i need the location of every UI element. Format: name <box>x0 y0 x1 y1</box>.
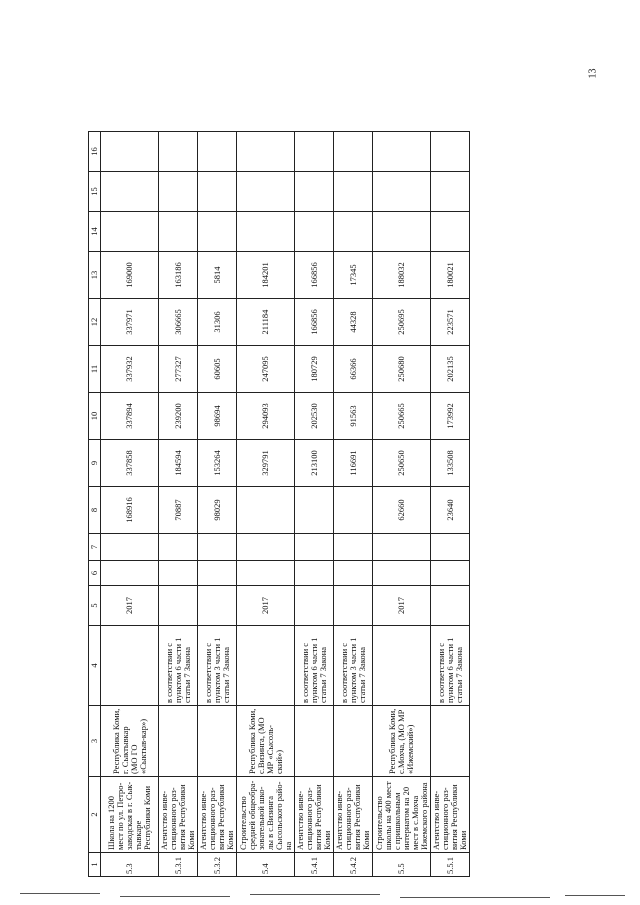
location: Республика Коми, с.Мохча, (МО МР «Ижемский») <box>373 706 431 777</box>
cell-col-16 <box>101 132 159 172</box>
object-name: Строительство школы на 400 мест с пришкольным интернатом на 20 мест в с.Мохча Ижемского района <box>373 777 431 853</box>
cell-col-7 <box>159 534 198 561</box>
column-header: 14 <box>89 212 101 252</box>
object-name: Агентство инве-стиционного раз-вития Республики Коми <box>334 777 373 853</box>
amount-col-13: 188032 <box>373 252 431 299</box>
row-number: 5.4.1 <box>295 853 334 877</box>
cell-col-14 <box>237 212 295 252</box>
cell-col-15 <box>198 172 237 212</box>
column-header: 11 <box>89 346 101 393</box>
location <box>198 706 237 777</box>
amount-col-13: 163186 <box>159 252 198 299</box>
cell-col-14 <box>431 212 470 252</box>
column-header: 15 <box>89 172 101 212</box>
amount-col-12: 31306 <box>198 299 237 346</box>
column-header: 9 <box>89 440 101 487</box>
amount-col-9: 250650 <box>373 440 431 487</box>
amount-col-12: 211184 <box>237 299 295 346</box>
amount-col-12: 250695 <box>373 299 431 346</box>
amount-col-8 <box>295 487 334 534</box>
amount-col-10: 239200 <box>159 393 198 440</box>
object-name: Агентство инве-стиционного раз-вития Республики Коми <box>159 777 198 853</box>
amount-col-13: 169000 <box>101 252 159 299</box>
cell-col-14 <box>295 212 334 252</box>
cell-col-16 <box>295 132 334 172</box>
amount-col-13: 180021 <box>431 252 470 299</box>
amount-col-11: 180729 <box>295 346 334 393</box>
cell-col-6 <box>237 561 295 586</box>
legal-basis <box>101 626 159 706</box>
location <box>334 706 373 777</box>
object-name: Школа на 1200 мест по ул. Петро-заводская в г. Сык-тывкаре Республики Коми <box>101 777 159 853</box>
amount-col-13: 5814 <box>198 252 237 299</box>
amount-col-10: 202530 <box>295 393 334 440</box>
table-row <box>295 132 334 877</box>
amount-col-12: 223571 <box>431 299 470 346</box>
year: 2017 <box>237 586 295 626</box>
row-number: 5.3 <box>101 853 159 877</box>
row-number: 5.5 <box>373 853 431 877</box>
row-number: 5.4.2 <box>334 853 373 877</box>
cell-col-6 <box>334 561 373 586</box>
amount-col-10: 337894 <box>101 393 159 440</box>
amount-col-12: 337971 <box>101 299 159 346</box>
amount-col-11: 250680 <box>373 346 431 393</box>
legal-basis: в соответствии с пунктом 6 части 1 статьи 7 Закона <box>295 626 334 706</box>
year <box>198 586 237 626</box>
amount-col-8 <box>237 487 295 534</box>
amount-col-10: 294093 <box>237 393 295 440</box>
cell-col-15 <box>101 172 159 212</box>
legal-basis: в соответствии с пунктом 3 части 1 статьи 7 Закона <box>198 626 237 706</box>
year <box>159 586 198 626</box>
column-header: 16 <box>89 132 101 172</box>
header-row <box>89 132 101 877</box>
cell-col-15 <box>373 172 431 212</box>
amount-col-9: 153264 <box>198 440 237 487</box>
table-row <box>373 132 431 877</box>
amount-col-8: 70887 <box>159 487 198 534</box>
location <box>159 706 198 777</box>
legal-basis <box>373 626 431 706</box>
cell-col-6 <box>101 561 159 586</box>
amount-col-8: 62660 <box>373 487 431 534</box>
cell-col-15 <box>295 172 334 212</box>
column-header: 10 <box>89 393 101 440</box>
amount-col-12: 306665 <box>159 299 198 346</box>
column-header: 8 <box>89 487 101 534</box>
cell-col-6 <box>159 561 198 586</box>
amount-col-11: 66366 <box>334 346 373 393</box>
cell-col-16 <box>237 132 295 172</box>
scan-artifact-line <box>120 896 230 897</box>
column-header: 12 <box>89 299 101 346</box>
cell-col-16 <box>431 132 470 172</box>
year <box>334 586 373 626</box>
amount-col-10: 250665 <box>373 393 431 440</box>
cell-col-7 <box>334 534 373 561</box>
column-header: 4 <box>89 626 101 706</box>
amount-col-10: 98694 <box>198 393 237 440</box>
location <box>431 706 470 777</box>
table-row <box>431 132 470 877</box>
amount-col-8 <box>334 487 373 534</box>
scan-artifact-line <box>565 895 625 896</box>
cell-col-7 <box>101 534 159 561</box>
amount-col-11: 60605 <box>198 346 237 393</box>
amount-col-13: 166856 <box>295 252 334 299</box>
cell-col-15 <box>237 172 295 212</box>
location: Республика Коми, г. Сыктывкар (МО ГО «Сыктыв-кар») <box>101 706 159 777</box>
object-name: Строительство средней общеобра-зовательной шко-лы в с.Визинга Сысольского райо-на <box>237 777 295 853</box>
cell-col-15 <box>159 172 198 212</box>
row-number: 5.3.2 <box>198 853 237 877</box>
amount-col-11: 202135 <box>431 346 470 393</box>
cell-col-14 <box>334 212 373 252</box>
cell-col-7 <box>431 534 470 561</box>
column-header: 6 <box>89 561 101 586</box>
row-number: 5.3.1 <box>159 853 198 877</box>
table-row <box>198 132 237 877</box>
legal-basis <box>237 626 295 706</box>
cell-col-14 <box>101 212 159 252</box>
legal-basis: в соответствии с пунктом 6 части 1 статьи 7 Закона <box>159 626 198 706</box>
column-header: 5 <box>89 586 101 626</box>
table-row <box>101 132 159 877</box>
amount-col-10: 173992 <box>431 393 470 440</box>
cell-col-7 <box>373 534 431 561</box>
table-body <box>89 132 470 877</box>
cell-col-6 <box>198 561 237 586</box>
amount-col-13: 17345 <box>334 252 373 299</box>
cell-col-16 <box>198 132 237 172</box>
table-row <box>159 132 198 877</box>
amount-col-9: 329791 <box>237 440 295 487</box>
amount-col-8: 23640 <box>431 487 470 534</box>
object-name: Агентство инве-стиционного раз-вития Республики Коми <box>295 777 334 853</box>
scan-artifact-line <box>400 897 550 898</box>
scan-artifact-line <box>20 893 100 894</box>
row-number: 5.5.1 <box>431 853 470 877</box>
amount-col-11: 277327 <box>159 346 198 393</box>
column-header: 1 <box>89 853 101 877</box>
amount-col-11: 247095 <box>237 346 295 393</box>
amount-col-11: 337932 <box>101 346 159 393</box>
column-header: 2 <box>89 777 101 853</box>
legal-basis: в соответствии с пунктом 3 части 1 статьи 7 Закона <box>334 626 373 706</box>
year <box>431 586 470 626</box>
location: Республика Коми, с.Визинга, (МО МР «Сысоль-ский») <box>237 706 295 777</box>
column-header: 13 <box>89 252 101 299</box>
column-header: 3 <box>89 706 101 777</box>
object-name: Агентство инве-стиционного раз-вития Республики Коми <box>431 777 470 853</box>
legal-basis: в соответствии с пунктом 6 части 1 статьи 7 Закона <box>431 626 470 706</box>
cell-col-14 <box>159 212 198 252</box>
table-row <box>237 132 295 877</box>
budget-table <box>88 131 470 877</box>
cell-col-7 <box>295 534 334 561</box>
cell-col-14 <box>373 212 431 252</box>
row-number: 5.4 <box>237 853 295 877</box>
year: 2017 <box>101 586 159 626</box>
cell-col-6 <box>373 561 431 586</box>
cell-col-14 <box>198 212 237 252</box>
table-row <box>334 132 373 877</box>
amount-col-8: 98029 <box>198 487 237 534</box>
amount-col-9: 116691 <box>334 440 373 487</box>
amount-col-9: 133508 <box>431 440 470 487</box>
amount-col-8: 168916 <box>101 487 159 534</box>
scan-artifact-line <box>250 894 380 895</box>
amount-col-9: 337858 <box>101 440 159 487</box>
cell-col-16 <box>373 132 431 172</box>
cell-col-7 <box>237 534 295 561</box>
year <box>295 586 334 626</box>
page-number: 13 <box>587 68 599 79</box>
cell-col-6 <box>295 561 334 586</box>
object-name: Агентство инве-стиционного раз-вития Республики Коми <box>198 777 237 853</box>
amount-col-9: 184594 <box>159 440 198 487</box>
cell-col-6 <box>431 561 470 586</box>
amount-col-12: 166856 <box>295 299 334 346</box>
amount-col-9: 213100 <box>295 440 334 487</box>
amount-col-13: 184201 <box>237 252 295 299</box>
amount-col-10: 91563 <box>334 393 373 440</box>
amount-col-12: 44328 <box>334 299 373 346</box>
cell-col-15 <box>334 172 373 212</box>
cell-col-16 <box>334 132 373 172</box>
year: 2017 <box>373 586 431 626</box>
column-header: 7 <box>89 534 101 561</box>
cell-col-7 <box>198 534 237 561</box>
cell-col-16 <box>159 132 198 172</box>
cell-col-15 <box>431 172 470 212</box>
location <box>295 706 334 777</box>
